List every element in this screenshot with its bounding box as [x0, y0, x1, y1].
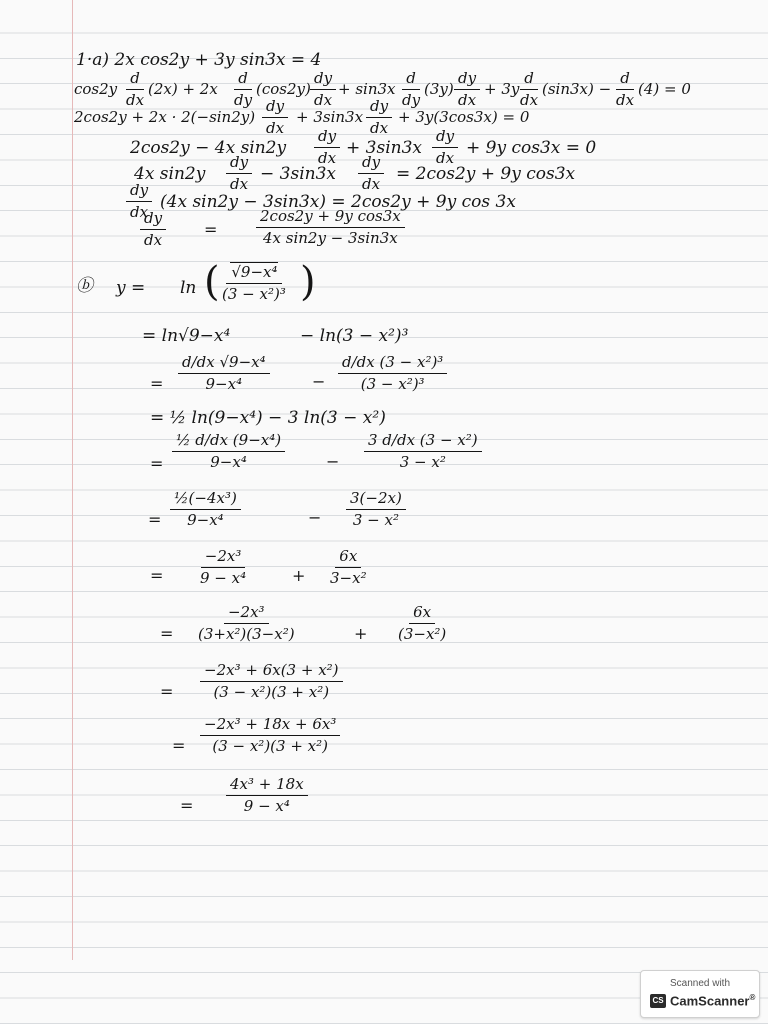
part-b-equals: = — [160, 624, 174, 643]
part-b-minus: − — [312, 372, 326, 391]
part-a-step-2-derivative: $\frac{dy}{dx}$ — [262, 98, 288, 136]
part-a-step-1-derivative: $\frac{d}{dx}$ — [126, 69, 145, 109]
part-a-step-4-term: − 3sin3x — [260, 164, 336, 184]
part-a-step-2-derivative: $\frac{dy}{dx}$ — [366, 98, 392, 136]
part-b-step-5-term: $\frac{\text{½(−4x³)}}{\text{9−x⁴}}$ — [170, 490, 241, 528]
part-b-step-9: $\frac{\text{−2x³ + 18x + 6x³}}{\text{(3 − x²)(3 + x²)}}$ — [200, 716, 340, 754]
part-b-function-fraction: $\frac{\text{√9−x⁴}}{\text{(3 − x²)³}}$ — [222, 263, 286, 303]
part-b-equals: = — [148, 510, 162, 529]
part-a-step-1-term: (sin3x) − — [542, 80, 612, 98]
part-b-plus: + — [354, 624, 368, 643]
part-a-step-4-derivative: $\frac{dy}{dx}$ — [358, 154, 384, 192]
part-a-step-5-derivative: $\frac{dy}{dx}$ — [126, 182, 152, 220]
part-b-step-5-term: $\frac{3(-2x)}{\text{3 − x²}}$ — [346, 490, 406, 528]
part-a-step-1-derivative: $\frac{dy}{dx}$ — [454, 70, 480, 108]
part-b-minus: − — [326, 452, 340, 471]
part-b-step-6-term: $\frac{\text{−2x³}}{\text{9 − x⁴}}$ — [200, 547, 247, 587]
part-a-step-3-derivative: $\frac{dy}{dx}$ — [432, 128, 458, 166]
part-a-step-4-term: 4x sin2y — [134, 164, 206, 184]
part-b-paren-left: ( — [204, 259, 220, 305]
part-b-ln: ln — [180, 278, 197, 298]
part-b-equals: = — [180, 796, 194, 815]
part-a-result-derivative: $\frac{dy}{dx}$ — [140, 210, 166, 248]
part-b-plus: + — [292, 566, 306, 585]
part-b-label: ⓑ — [76, 276, 93, 296]
part-b-equals: = — [150, 374, 164, 393]
part-b-step-8: $\frac{\text{−2x³ + 6x(3 + x²)}}{\text{(3 − x²)(3 + x²)}}$ — [200, 662, 343, 700]
part-a-step-2-term: + 3sin3x — [296, 108, 364, 126]
part-a-step-1-term: (4) = 0 — [638, 80, 691, 98]
part-a-result-fraction: $\frac{\text{2cos2y + 9y cos3x}}{\text{4x sin2y − 3sin3x}}$ — [256, 208, 405, 246]
part-a-step-1-term: cos2y — [74, 80, 118, 98]
part-a-step-1-derivative: $\frac{dy}{dx}$ — [310, 70, 336, 108]
part-b-function: y = — [116, 278, 146, 298]
part-a-step-1-term: + sin3x — [338, 80, 396, 98]
part-a-step-1-term: (cos2y) — [256, 80, 311, 98]
part-b-step-4-term: $\frac{\text{3 d/dx (3 − x²)}}{\text{3 − x²}}$ — [364, 432, 482, 470]
part-a-step-2-term: + 3y(3cos3x) = 0 — [398, 108, 530, 126]
part-b-step-6-term: $\frac{6x}{\text{3−x²}}$ — [330, 547, 367, 587]
part-b-minus: − — [308, 508, 322, 527]
part-a-step-1-derivative: $\frac{d}{dx}$ — [616, 69, 635, 109]
camscanner-name: CamScanner® — [670, 993, 756, 1009]
scanned-with-label: Scanned with — [669, 978, 731, 989]
part-b-equals: = — [150, 566, 164, 585]
part-a-step-4-term: = 2cos2y + 9y cos3x — [396, 164, 576, 184]
part-a-step-5-term: (4x sin2y − 3sin3x) = 2cos2y + 9y cos 3x — [160, 192, 516, 212]
part-b-step-1: − ln(3 − x²)³ — [300, 326, 409, 346]
part-b-step-7-term: $\frac{6x}{\text{(3−x²)}}$ — [398, 603, 447, 643]
part-a-step-1-derivative: $\frac{d}{dy}$ — [402, 69, 421, 109]
part-b-step-4-term: $\frac{\text{½ d/dx (9−x⁴)}}{\text{9−x⁴}}$ — [172, 432, 285, 470]
part-b-equals: = — [150, 454, 164, 473]
part-a-step-3-term: + 9y cos3x = 0 — [466, 138, 597, 158]
part-a-step-1-term: + 3y — [484, 80, 520, 98]
part-a-step-1-derivative: $\frac{d}{dx}$ — [520, 69, 539, 109]
part-a-step-1-term: (3y) — [424, 80, 454, 98]
part-a-result-equals: = — [204, 220, 218, 239]
part-a-equation: 1·a) 2x cos2y + 3y sin3x = 4 — [76, 50, 322, 70]
camscanner-logo-icon: CS — [650, 994, 666, 1008]
part-b-final-result: $\frac{\text{4x³ + 18x}}{\text{9 − x⁴}}$ — [226, 776, 308, 814]
part-a-step-4-derivative: $\frac{dy}{dx}$ — [226, 154, 252, 192]
part-a-step-1-term: (2x) + 2x — [148, 80, 218, 98]
part-b-step-2-term: $\frac{\text{d/dx √9−x⁴}}{\text{9−x⁴}}$ — [178, 354, 270, 392]
part-a-step-3-derivative: $\frac{dy}{dx}$ — [314, 128, 340, 166]
part-a-step-3-term: 2cos2y − 4x sin2y — [130, 138, 287, 158]
part-b-paren-right: ) — [300, 259, 316, 305]
part-b-equals: = — [172, 736, 186, 755]
part-a-step-1-derivative: $\frac{d}{dy}$ — [234, 69, 253, 109]
part-b-step-3: = ½ ln(9−x⁴) − 3 ln(3 − x²) — [150, 408, 386, 428]
part-b-step-7-term: $\frac{\text{−2x³}}{\text{(3+x²)(3−x²)}}$ — [198, 603, 295, 643]
camscanner-watermark — [640, 970, 760, 1018]
part-b-step-2-term: $\frac{\text{d/dx (3 − x²)³}}{\text{(3 − x²)³}}$ — [338, 354, 447, 392]
part-a-step-3-term: + 3sin3x — [346, 138, 422, 158]
part-b-equals: = — [160, 682, 174, 701]
part-a-step-2-term: 2cos2y + 2x · 2(−sin2y) — [74, 108, 256, 126]
part-b-step-1: = ln√9−x⁴ — [142, 326, 231, 346]
